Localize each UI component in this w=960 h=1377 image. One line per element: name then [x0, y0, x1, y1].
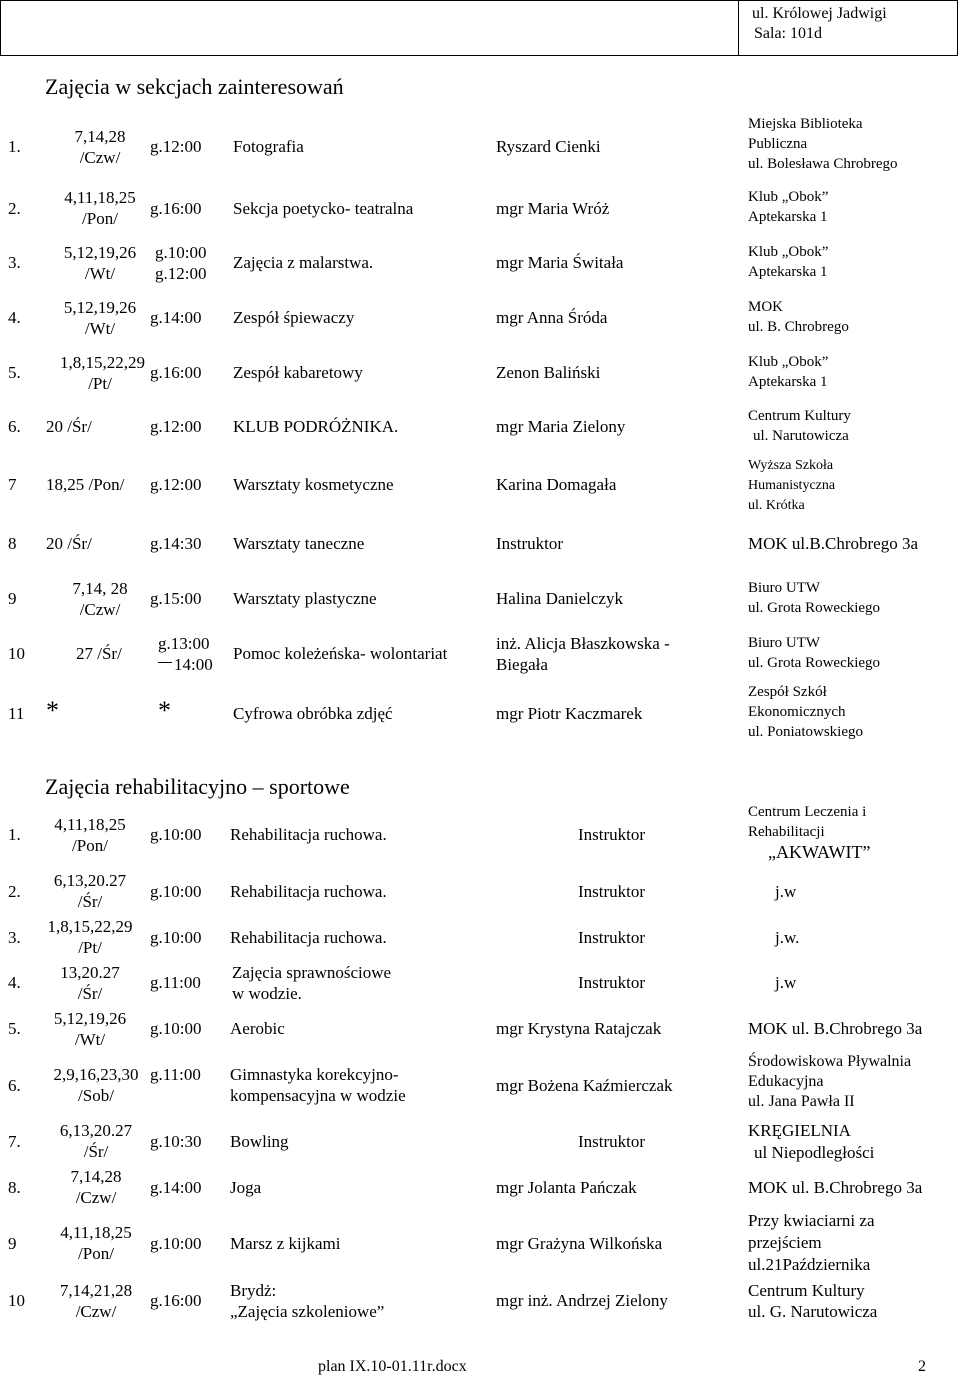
s2-row8-name: Joga — [230, 1178, 262, 1197]
s1-row6-leader: mgr Maria Zielony — [496, 417, 626, 436]
s2-row10-name: Brydż: „Zajęcia szkoleniowe” — [230, 1281, 385, 1321]
s1-row2-leader: mgr Maria Wróż — [496, 199, 610, 218]
s2-row7-name: Bowling — [230, 1132, 289, 1151]
s1-row3-leader: mgr Maria Świtała — [496, 253, 624, 272]
s1-row11-leader: mgr Piotr Kaczmarek — [496, 704, 643, 723]
header-location — [752, 4, 887, 44]
s2-row2-leader: Instruktor — [578, 882, 646, 901]
s1-row7-time: g.12:00 — [150, 475, 202, 494]
s1-row1-leader: Ryszard Cienki — [496, 137, 601, 156]
s2-row5-name: Aerobic — [230, 1019, 285, 1038]
s2-row2-time: g.10:00 — [150, 882, 202, 901]
s2-row2-name: Rehabilitacja ruchowa. — [230, 882, 387, 901]
header-line-1: ul. Królowej Jadwigi — [752, 5, 887, 22]
s2-row10-place: Centrum Kultury ul. G. Narutowicza — [748, 1281, 878, 1321]
s1-row2-days: 4,11,18,25 /Pon/ — [64, 188, 136, 228]
s1-row1-days: 7,14,28 /Czw/ — [74, 127, 126, 167]
s1-row3-name: Zajęcia z malarstwa. — [233, 253, 374, 272]
s2-row9-name: Marsz z kijkami — [230, 1234, 341, 1253]
s2-row10-time: g.16:00 — [150, 1291, 202, 1310]
header-divider — [738, 0, 739, 56]
s1-row1-time: g.12:00 — [150, 137, 202, 156]
s1-row7-name: Warsztaty kosmetyczne — [233, 475, 394, 494]
footer-page-number: 2 — [918, 1358, 926, 1375]
s2-row3-name: Rehabilitacja ruchowa. — [230, 928, 387, 947]
s1-row11-time: * — [158, 696, 171, 725]
s1-row10-leader: inż. Alicja Błaszkowska - Biegała — [496, 634, 670, 674]
s2-row4-days: 13,20.27 /Śr/ — [60, 963, 120, 1003]
s1-row1-place: Miejska Biblioteka Publiczna ul. Bolesława Chrobrego — [748, 116, 898, 172]
s1-row11-place: Zespół Szkół Ekonomicznych ul. Poniatowskiego — [748, 684, 863, 740]
s2-row8-place: MOK ul. B.Chrobrego 3a — [748, 1178, 923, 1197]
s2-row6-num: 6. — [8, 1076, 21, 1095]
s1-row10-time: g.13:00 14:00 — [158, 634, 213, 674]
s2-row7-place: KRĘGIELNIA ul Niepodległości — [748, 1121, 875, 1162]
s1-row4-name: Zespół śpiewaczy — [233, 308, 355, 327]
s1-row9-num: 9 — [8, 589, 17, 608]
s1-row9-place: Biuro UTW ul. Grota Roweckiego — [748, 580, 881, 616]
s1-row2-time: g.16:00 — [150, 199, 202, 218]
s2-row8-time: g.14:00 — [150, 1178, 202, 1197]
s2-row1-place: Centrum Leczenia i Rehabilitacji „AKWAWIT” — [748, 804, 871, 862]
s1-row4-num: 4. — [8, 308, 21, 327]
s2-row1-name: Rehabilitacja ruchowa. — [230, 825, 387, 844]
s1-row11-days: * — [46, 696, 59, 725]
footer-filename: plan IX.10-01.11r.docx — [318, 1358, 467, 1375]
s1-row5-name: Zespół kabaretowy — [233, 363, 363, 382]
s1-row6-days: 20 /Śr/ — [46, 417, 92, 436]
s1-row2-num: 2. — [8, 199, 21, 218]
s1-row8-name: Warsztaty taneczne — [233, 534, 365, 553]
s2-row1-num: 1. — [8, 825, 21, 844]
s1-row8-leader: Instruktor — [496, 534, 564, 553]
s2-row8-leader: mgr Jolanta Pańczak — [496, 1178, 637, 1197]
s2-row2-num: 2. — [8, 882, 21, 901]
s2-row1-days: 4,11,18,25 /Pon/ — [54, 815, 126, 855]
s1-row7-num: 7 — [8, 475, 17, 494]
s2-row9-days: 4,11,18,25 /Pon/ — [60, 1223, 132, 1263]
s1-row7-place: Wyższa Szkoła Humanistyczna ul. Krótka — [748, 458, 836, 513]
s2-row5-time: g.10:00 — [150, 1019, 202, 1038]
s1-row10-days: 27 /Śr/ — [76, 644, 122, 663]
s1-row11-num: 11 — [8, 704, 25, 723]
s1-row3-time: g.10:00 g.12:00 — [155, 243, 207, 283]
s1-row2-name: Sekcja poetycko- teatralna — [233, 199, 414, 218]
s2-row2-place: j.w — [775, 882, 797, 901]
s2-row10-num: 10 — [8, 1291, 25, 1310]
s2-row7-num: 7. — [8, 1132, 21, 1151]
s1-row7-leader: Karina Domagała — [496, 475, 617, 494]
s2-row8-num: 8. — [8, 1178, 21, 1197]
s2-row9-leader: mgr Grażyna Wilkońska — [496, 1234, 663, 1253]
s2-row6-name: Gimnastyka korekcyjno- kompensacyjna w wodzie — [230, 1065, 406, 1105]
s2-row7-time: g.10:30 — [150, 1132, 202, 1151]
header-line-2: Sala: 101d — [754, 25, 822, 42]
s2-row4-leader: Instruktor — [578, 973, 646, 992]
s1-row3-num: 3. — [8, 253, 21, 272]
s2-row4-name: Zajęcia sprawnościowe w wodzie. — [232, 963, 392, 1003]
s1-row5-num: 5. — [8, 363, 21, 382]
s2-row9-time: g.10:00 — [150, 1234, 202, 1253]
s2-row3-leader: Instruktor — [578, 928, 646, 947]
s2-row5-num: 5. — [8, 1019, 21, 1038]
s1-row6-num: 6. — [8, 417, 21, 436]
s1-row4-leader: mgr Anna Śróda — [496, 308, 608, 327]
s1-row1-num: 1. — [8, 137, 21, 156]
s2-row7-days: 6,13,20.27 /Śr/ — [59, 1121, 133, 1161]
s2-row10-leader: mgr inż. Andrzej Zielony — [496, 1291, 668, 1310]
s2-row8-days: 7,14,28 /Czw/ — [70, 1167, 122, 1207]
s2-row2-days: 6,13,20.27 /Śr/ — [53, 871, 127, 911]
s2-row5-leader: mgr Krystyna Ratajczak — [496, 1019, 662, 1038]
s1-row9-name: Warsztaty plastyczne — [233, 589, 377, 608]
s2-row3-num: 3. — [8, 928, 21, 947]
s2-row9-num: 9 — [8, 1234, 17, 1253]
s2-row1-leader: Instruktor — [578, 825, 646, 844]
s2-row4-time: g.11:00 — [150, 973, 201, 992]
s1-row5-leader: Zenon Baliński — [496, 363, 601, 382]
s1-row2-place: Klub „Obok” Aptekarska 1 — [748, 189, 829, 225]
s2-row6-leader: mgr Bożena Kaźmierczak — [496, 1076, 673, 1095]
s2-row3-time: g.10:00 — [150, 928, 202, 947]
s1-row8-time: g.14:30 — [150, 534, 202, 553]
s1-row10-time-dash — [158, 662, 172, 663]
s2-row6-time: g.11:00 — [150, 1065, 201, 1084]
s1-row9-leader: Halina Danielczyk — [496, 589, 623, 608]
s1-row10-name: Pomoc koleżeńska- wolontariat — [233, 644, 448, 663]
section2-title: Zajęcia rehabilitacyjno – sportowe — [45, 774, 350, 799]
s2-row7-leader: Instruktor — [578, 1132, 646, 1151]
s1-row5-place: Klub „Obok” Aptekarska 1 — [748, 354, 829, 390]
s1-row5-time: g.16:00 — [150, 363, 202, 382]
s1-row10-place: Biuro UTW ul. Grota Roweckiego — [748, 635, 881, 671]
s2-row4-place: j.w — [775, 973, 797, 992]
s1-row3-place: Klub „Obok” Aptekarska 1 — [748, 244, 829, 280]
s1-row6-time: g.12:00 — [150, 417, 202, 436]
s1-row5-days: 1,8,15,22,29 /Pt/ — [60, 353, 145, 393]
s1-row8-num: 8 — [8, 534, 17, 553]
s2-row5-place: MOK ul. B.Chrobrego 3a — [748, 1019, 923, 1038]
s1-row8-days: 20 /Śr/ — [46, 534, 92, 553]
s1-row6-name: KLUB PODRÓŻNIKA. — [233, 417, 399, 436]
s1-row9-days: 7,14, 28 /Czw/ — [72, 579, 128, 619]
s2-row10-days: 7,14,21,28 /Czw/ — [59, 1281, 133, 1321]
s1-row3-days: 5,12,19,26 /Wt/ — [63, 243, 137, 283]
s2-row5-days: 5,12,19,26 /Wt/ — [53, 1009, 127, 1049]
s1-row9-time: g.15:00 — [150, 589, 202, 608]
s2-row3-days: 1,8,15,22,29 /Pt/ — [47, 917, 133, 957]
s1-row4-days: 5,12,19,26 /Wt/ — [63, 298, 137, 338]
s2-row4-num: 4. — [8, 973, 21, 992]
s2-row9-place: Przy kwiaciarni za przejściem ul.21Października — [748, 1211, 875, 1274]
s1-row1-name: Fotografia — [233, 137, 304, 156]
s1-row11-name: Cyfrowa obróbka zdjęć — [233, 704, 393, 723]
s1-row7-days: 18,25 /Pon/ — [46, 475, 125, 494]
s1-row4-time: g.14:00 — [150, 308, 202, 327]
s2-row6-days: 2,9,16,23,30 /Sob/ — [53, 1065, 139, 1105]
s1-row10-num: 10 — [8, 644, 25, 663]
s2-row3-place: j.w. — [775, 928, 800, 947]
section1-title: Zajęcia w sekcjach zainteresowań — [45, 74, 344, 99]
s1-row6-place: Centrum Kultury ul. Narutowicza — [748, 408, 851, 444]
s2-row1-time: g.10:00 — [150, 825, 202, 844]
s1-row4-place: MOK ul. B. Chrobrego — [748, 299, 849, 335]
s2-row6-place: Środowiskowa Pływalnia Edukacyjna ul. Jana Pawła II — [748, 1053, 912, 1110]
s1-row8-place: MOK ul.B.Chrobrego 3a — [748, 534, 918, 553]
